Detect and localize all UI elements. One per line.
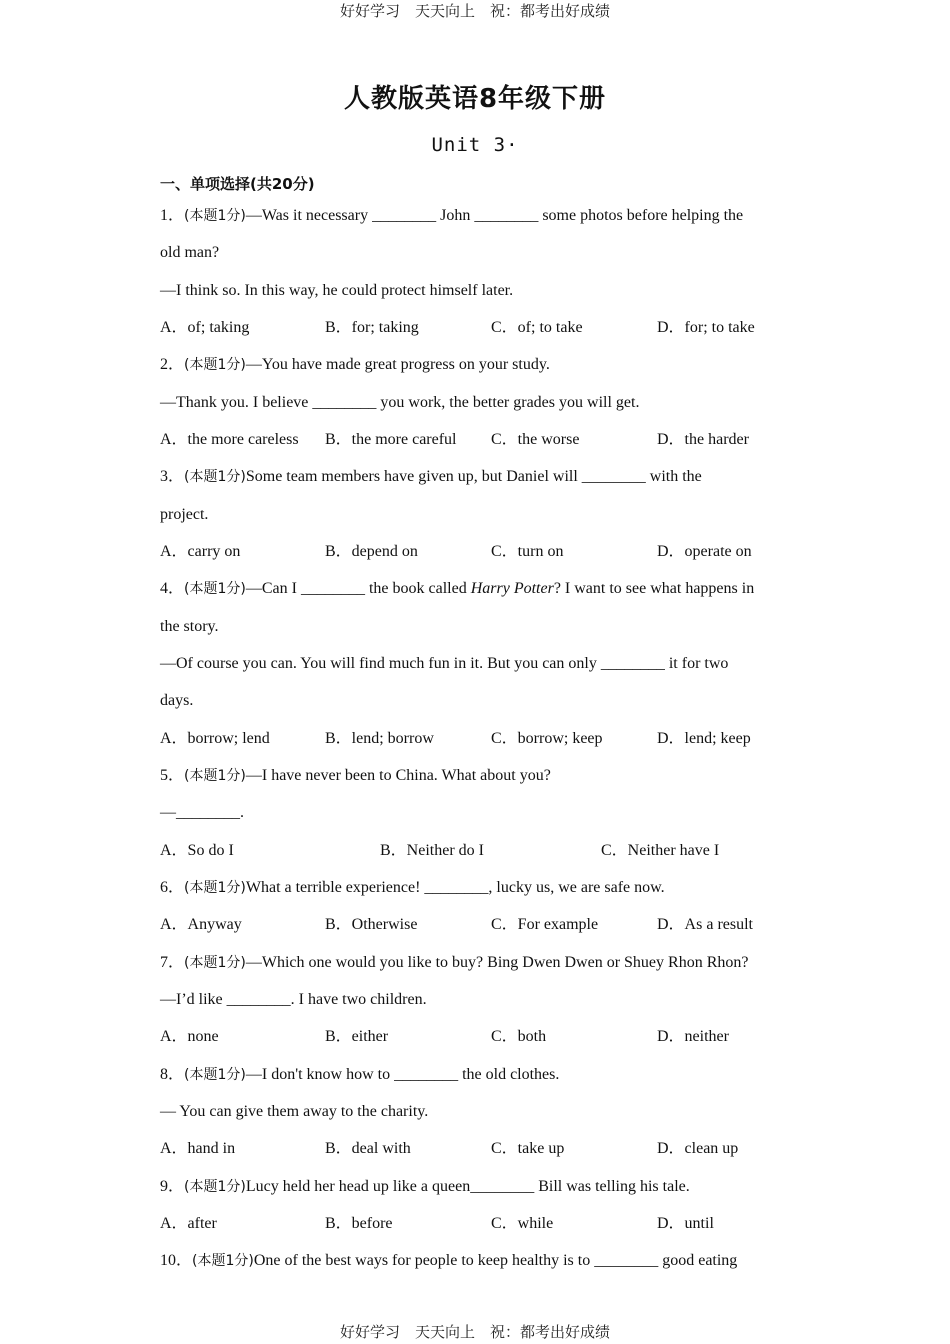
question-number: 4． xyxy=(160,580,185,597)
question-4-line-3: —Of course you can. You will find much fun in it. But you can only ________ it for two xyxy=(160,655,729,672)
question-stem: What a terrible experience! ________, lucky us, we are safe now. xyxy=(245,879,665,896)
option-c: C．while xyxy=(491,1215,554,1232)
question-7-line-2: —I’d like ________. I have two children. xyxy=(160,991,427,1008)
page-header: 好好学习 天天向上 祝：都考出好成绩 xyxy=(339,2,610,20)
book-title: Harry Potter xyxy=(470,580,554,597)
option-c: C．turn on xyxy=(491,543,564,560)
question-3-line-2: project. xyxy=(160,506,209,523)
question-stem-cont: ? I want to see what happens in xyxy=(553,580,755,597)
question-score: (本题1分) xyxy=(184,208,246,224)
option-c: C．the worse xyxy=(491,431,580,448)
question-stem: —I don't know how to ________ the old clothes. xyxy=(245,1066,560,1083)
option-a: A．none xyxy=(160,1028,219,1045)
option-d: D．neither xyxy=(657,1028,729,1045)
option-a: A．So do I xyxy=(160,842,234,859)
question-stem: —I have never been to China. What about you? xyxy=(245,767,551,784)
question-1-line-3: —I think so. In this way, he could protect himself later. xyxy=(160,282,514,299)
option-d: D．until xyxy=(657,1215,714,1232)
question-number: 2． xyxy=(160,356,185,373)
option-b: B．either xyxy=(325,1028,389,1045)
option-b: B．before xyxy=(325,1215,393,1232)
question-stem: —Can I ________ the book called xyxy=(245,580,471,597)
page-footer: 好好学习 天天向上 祝：都考出好成绩 xyxy=(339,1323,610,1341)
option-a: A．Anyway xyxy=(160,916,242,933)
option-b: B．lend; borrow xyxy=(325,730,434,747)
question-2 xyxy=(160,354,550,376)
question-score: (本题1分) xyxy=(184,469,246,485)
option-c: C．both xyxy=(491,1028,547,1045)
document-title: 人教版英语8年级下册 xyxy=(343,84,607,114)
question-number: 3． xyxy=(160,468,185,485)
question-score: (本题1分) xyxy=(184,955,246,971)
option-b: B．the more careful xyxy=(325,431,457,448)
question-4 xyxy=(160,578,754,600)
question-number: 10． xyxy=(160,1252,193,1269)
question-5-line-2: —________. xyxy=(160,804,244,821)
option-a: A．borrow; lend xyxy=(160,730,270,747)
option-b: B．for; taking xyxy=(325,319,419,336)
option-a: A．hand in xyxy=(160,1140,236,1157)
question-2-line-2: —Thank you. I believe ________ you work, the better grades you will get. xyxy=(160,394,640,411)
question-5 xyxy=(160,765,551,787)
question-number: 6． xyxy=(160,879,185,896)
question-4-line-2: the story. xyxy=(160,618,219,635)
question-number: 7． xyxy=(160,954,185,971)
question-9 xyxy=(160,1176,690,1198)
question-number: 8． xyxy=(160,1066,185,1083)
unit-heading: Unit 3· xyxy=(431,134,519,156)
question-score: (本题1分) xyxy=(184,1067,246,1083)
option-b: B．Neither do I xyxy=(380,842,484,859)
question-4-line-4: days. xyxy=(160,692,194,709)
question-1 xyxy=(160,205,743,227)
question-8-line-2: — You can give them away to the charity. xyxy=(160,1103,429,1120)
option-d: D．operate on xyxy=(657,543,752,560)
option-b: B．Otherwise xyxy=(325,916,418,933)
question-3 xyxy=(160,466,702,488)
option-c: C．borrow; keep xyxy=(491,730,603,747)
option-d: D．clean up xyxy=(657,1140,739,1157)
option-d: D．for; to take xyxy=(657,319,755,336)
question-score: (本题1分) xyxy=(184,768,246,784)
question-stem: —Which one would you like to buy? Bing Dwen Dwen or Shuey Rhon Rhon? xyxy=(245,954,749,971)
section-heading: 一、单项选择(共20分) xyxy=(160,175,315,193)
question-stem: —Was it necessary ________ John ________ some photos before helping the xyxy=(245,207,744,224)
question-score: (本题1分) xyxy=(184,581,246,597)
option-a: A．of; taking xyxy=(160,319,250,336)
option-a: A．carry on xyxy=(160,543,241,560)
question-stem: Some team members have given up, but Daniel will ________ with the xyxy=(245,468,702,485)
question-stem: —You have made great progress on your study. xyxy=(245,356,550,373)
option-c: C．Neither have I xyxy=(601,842,720,859)
question-10 xyxy=(160,1250,737,1272)
question-stem: One of the best ways for people to keep healthy is to ________ good eating xyxy=(253,1252,738,1269)
question-stem: Lucy held her head up like a queen________ Bill was telling his tale. xyxy=(245,1178,690,1195)
question-7 xyxy=(160,952,748,974)
question-6 xyxy=(160,877,665,899)
question-1-line-2: old man? xyxy=(160,244,220,261)
option-b: B．deal with xyxy=(325,1140,411,1157)
option-b: B．depend on xyxy=(325,543,418,560)
question-score: (本题1分) xyxy=(184,357,246,373)
question-number: 5． xyxy=(160,767,185,784)
question-number: 9． xyxy=(160,1178,185,1195)
option-d: D．As a result xyxy=(657,916,753,933)
option-a: A．the more careless xyxy=(160,431,299,448)
question-score: (本题1分) xyxy=(184,880,246,896)
question-8 xyxy=(160,1064,559,1086)
question-number: 1． xyxy=(160,207,185,224)
option-c: C．For example xyxy=(491,916,599,933)
question-score: (本题1分) xyxy=(192,1253,254,1269)
option-d: D．lend; keep xyxy=(657,730,751,747)
question-score: (本题1分) xyxy=(184,1179,246,1195)
option-a: A．after xyxy=(160,1215,217,1232)
option-c: C．take up xyxy=(491,1140,565,1157)
option-d: D．the harder xyxy=(657,431,749,448)
option-c: C．of; to take xyxy=(491,319,583,336)
